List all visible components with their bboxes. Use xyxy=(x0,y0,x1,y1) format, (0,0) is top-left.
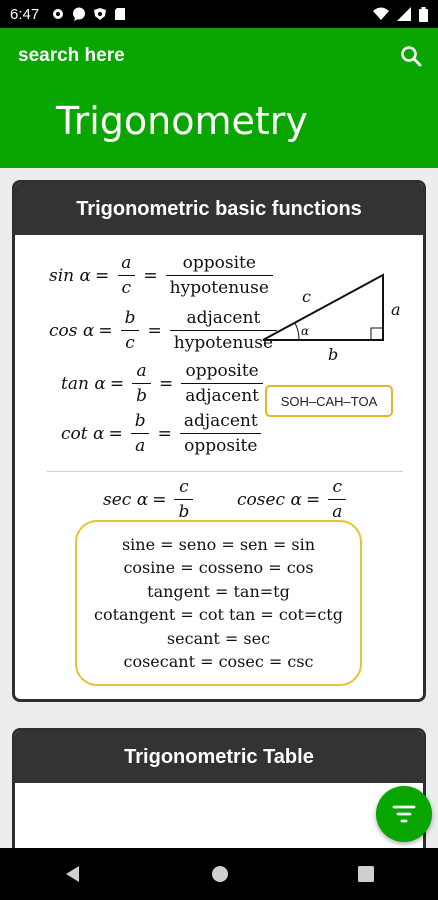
cosec-num: c xyxy=(332,477,343,497)
cosec-den: a xyxy=(328,499,346,522)
cot-frac1-den: a xyxy=(131,433,149,456)
recents-icon[interactable] xyxy=(358,866,374,882)
sec-den: b xyxy=(174,499,193,522)
alias-line: cosine = cosseno = cos xyxy=(123,558,314,577)
cos-lhs: cos α xyxy=(49,320,95,341)
wifi-icon xyxy=(373,7,389,21)
sin-frac2-den: hypotenuse xyxy=(166,275,273,298)
section-divider xyxy=(47,471,403,472)
shield-icon xyxy=(93,7,107,21)
status-bar xyxy=(0,0,438,28)
cos-formula: cos α = $\frac{b}{c}$ = $\frac{\text{adjacent}}{\text{hypotenuse}}$ xyxy=(49,308,281,353)
tan-formula: tan α = $\frac{a}{b}$ = $\frac{\text{opposite}}{\text{adjacent}}$ xyxy=(61,361,267,406)
triangle-hyp-label: c xyxy=(302,287,311,306)
sec-num: c xyxy=(179,477,189,497)
status-notification-icons xyxy=(51,7,126,21)
triangle-opp-label: a xyxy=(391,300,401,319)
search-input[interactable]: search here xyxy=(18,44,125,66)
sin-formula: sin α = $\frac{a}{c}$ = $\frac{\text{opposite}}{\text{hypotenuse}}$ xyxy=(49,253,277,298)
home-icon[interactable] xyxy=(211,865,229,883)
formulas-panel xyxy=(15,235,423,702)
cot-frac2-num: adjacent xyxy=(183,411,258,431)
sin-frac1-num: a xyxy=(121,253,132,273)
system-nav-bar xyxy=(0,848,438,900)
title-banner xyxy=(0,83,438,168)
tan-frac2-num: opposite xyxy=(185,361,259,381)
triangle-angle-label: α xyxy=(301,324,310,338)
filter-icon xyxy=(392,804,416,824)
sec-lhs: sec α xyxy=(103,489,149,510)
sin-frac1-den: c xyxy=(118,275,136,298)
filter-fab-button[interactable] xyxy=(376,786,432,842)
battery-icon xyxy=(419,7,428,22)
tan-lhs: tan α xyxy=(61,373,106,394)
sec-formula: sec α = $\frac{c}{b}$ xyxy=(103,477,197,522)
cot-formula: cot α = $\frac{b}{a}$ = $\frac{\text{adjacent}}{\text{opposite}}$ xyxy=(61,411,266,456)
cos-frac1-den: c xyxy=(121,330,139,353)
status-time: 6:47 xyxy=(10,5,40,23)
cot-frac2-den: opposite xyxy=(180,433,261,456)
status-system-icons xyxy=(373,7,428,22)
soh-cah-toa-badge: SOH–CAH–TOA xyxy=(265,385,393,417)
cot-lhs: cot α xyxy=(61,423,105,444)
chat-icon xyxy=(72,7,86,21)
right-triangle-diagram xyxy=(255,269,415,365)
alias-line: tangent = tan=tg xyxy=(147,581,290,601)
sd-card-icon xyxy=(114,7,126,21)
tan-frac1-num: a xyxy=(136,361,147,381)
alias-line: cotangent = cot tan = cot=ctg xyxy=(94,605,343,624)
tan-frac1-den: b xyxy=(132,383,151,406)
search-bar[interactable] xyxy=(0,28,438,83)
alias-line: cosecant = cosec = csc xyxy=(123,652,314,671)
cot-frac1-num: b xyxy=(134,411,146,431)
tan-frac2-den: adjacent xyxy=(181,383,263,406)
page-title: Trigonometry xyxy=(56,99,308,143)
gear-icon xyxy=(51,7,65,21)
cosec-lhs: cosec α xyxy=(237,489,302,510)
sin-lhs: sin α xyxy=(49,265,91,286)
triangle-adj-label: b xyxy=(328,345,339,364)
card-heading: Trigonometric Table xyxy=(15,731,423,783)
cos-frac2-num: adjacent xyxy=(186,308,261,328)
cos-frac2-den: hypotenuse xyxy=(170,330,277,353)
alias-line: sine = seno = sen = sin xyxy=(121,534,316,554)
basic-functions-card xyxy=(12,180,426,702)
back-icon[interactable] xyxy=(64,865,82,883)
cos-frac1-num: b xyxy=(124,308,136,328)
card-heading: Trigonometric basic functions xyxy=(15,183,423,235)
search-icon[interactable] xyxy=(400,45,422,67)
signal-icon xyxy=(397,7,411,21)
alias-line: secant = sec xyxy=(166,628,271,648)
cosec-formula: cosec α = $\frac{c}{a}$ xyxy=(237,477,350,522)
sin-frac2-num: opposite xyxy=(182,253,256,273)
aliases-box xyxy=(75,520,362,686)
